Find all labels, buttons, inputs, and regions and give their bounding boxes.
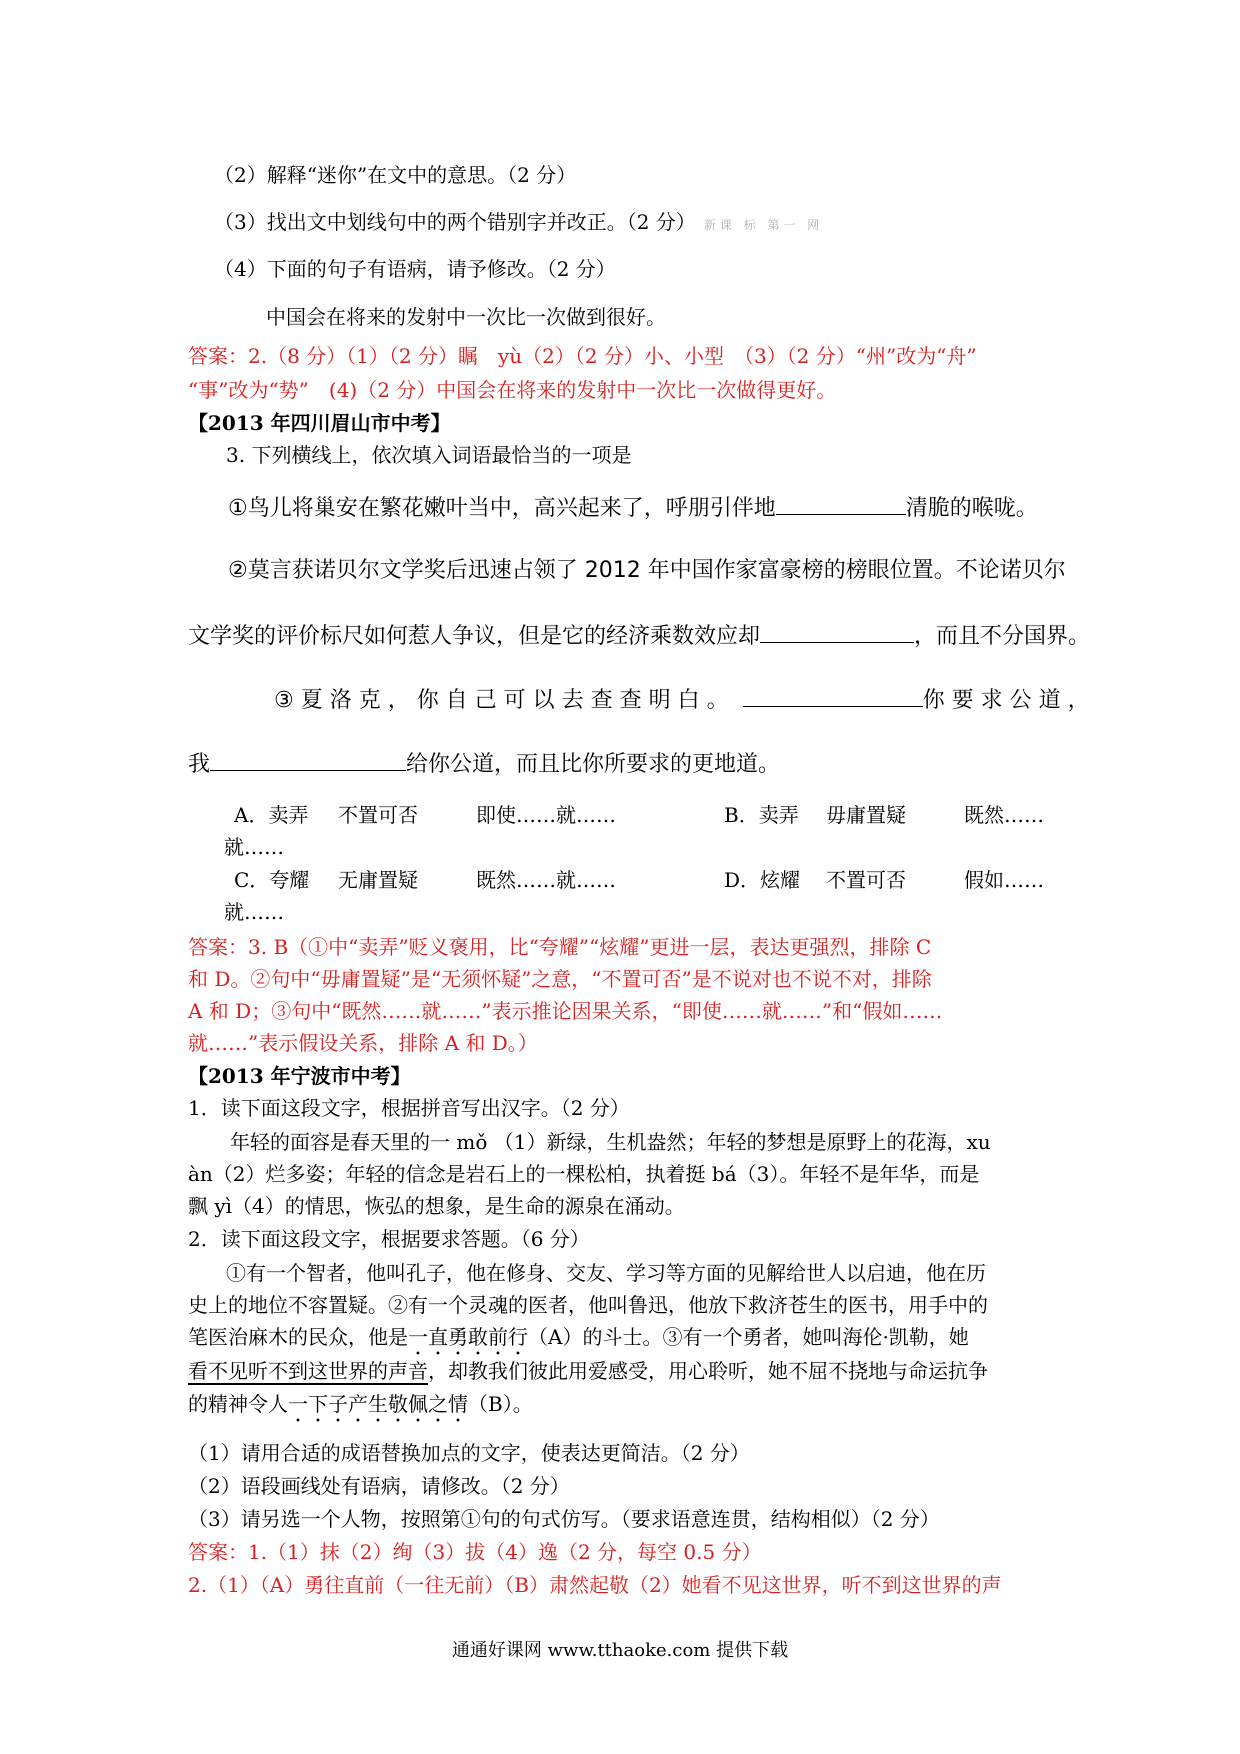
answer-3-line-4: 就……”表示假设关系，排除 A 和 D。） [188,1031,538,1055]
ningbo-paragraph-1-line-3: 飘 yì（4）的情思，恢弘的想象，是生命的源泉在涌动。 [188,1194,685,1218]
answer-3-line-3: A 和 D；③句中“既然……就……”表示推论因果关系，“即使……就……”和“假如…… [188,999,943,1023]
watermark-text: 新课 标 第一 网 [703,218,824,232]
section-heading-meishan: 【2013 年四川眉山市中考】 [188,411,451,435]
dotted-phrase-a: 一直勇敢前行 [408,1325,528,1349]
underlined-sentence: 看不见听不到这世界的声音 [188,1359,428,1383]
ningbo-sub-question-2: （2）语段画线处有语病，请修改。（2 分） [188,1474,570,1498]
ningbo-answer-1: 答案：1.（1）抹（2）绚（3）拔（4）逸（2 分，每空 0.5 分） [188,1540,762,1564]
question-2-sub-3: （3）找出文中划线句中的两个错别字并改正。（2 分） 新课 标 第一 网 [214,210,824,234]
option-b: B．卖弄 毋庸置疑 既然…… [724,803,1044,827]
question-3-sentence-3-line-1: ③ 夏 洛 克 ， 你 自 己 可 以 去 查 查 明 白 。 你 要 求 公 道 ， [274,684,1090,716]
ningbo-paragraph-2-line-2: 史上的地位不容置疑。②有一个灵魂的医者，他叫鲁迅，他放下救济苍生的医书，用手中的 [188,1293,988,1317]
answer-2-line-1: 答案：2.（8 分）（1）（2 分）瞩 yù（2）（2 分）小、小型 （3）（2 分）“州”改为“舟” [188,344,977,368]
ningbo-paragraph-1-line-1: 年轻的面容是春天里的一 mǒ （1）新绿，生机盎然；年轻的梦想是原野上的花海，xu [230,1130,991,1154]
ningbo-sub-question-1: （1）请用合适的成语替换加点的文字，使表达更简洁。（2 分） [188,1441,750,1465]
question-3-sentence-2-line-2: 文学奖的评价标尺如何惹人争议，但是它的经济乘数效应却 ，而且不分国界。 [188,620,1090,652]
section-heading-ningbo: 【2013 年宁波市中考】 [188,1064,411,1088]
option-a: A．卖弄 不置可否 即使……就…… [234,803,616,827]
dotted-phrase-b: 一下子产生敬佩之情 [288,1392,468,1416]
option-d-continuation: 就…… [224,900,284,924]
fill-blank-1 [776,492,906,515]
ningbo-answer-2: 2.（1）（A）勇往直前（一往无前）（B）肃然起敬（2）她看不见这世界，听不到这世界的声 [188,1573,1002,1597]
question-3-sentence-2-line-1: ②莫言获诺贝尔文学奖后迅速占领了 2012 年中国作家富豪榜的榜眼位置。不论诺贝尔 [228,558,1066,583]
ningbo-paragraph-1-line-2: àn（2）烂多姿；年轻的信念是岩石上的一棵松柏，执着挺 bá（3）。年轻不是年华，而是 [188,1162,980,1186]
answer-2-line-2: “事”改为“势” (4)（2 分）中国会在将来的发射中一次比一次做得更好。 [188,378,837,402]
ningbo-paragraph-2-line-4: 看不见听不到这世界的声音，却教我们彼此用爱感受，用心聆听，她不屈不挠地与命运抗争 [188,1359,988,1383]
option-c: C．夸耀 无庸置疑 既然……就…… [234,868,616,892]
question-3-sentence-3-line-2: 我 给你公道，而且比你所要求的更地道。 [188,748,780,780]
ningbo-sub-question-3: （3）请另选一个人物，按照第①句的句式仿写。（要求语意连贯，结构相似）（2 分） [188,1507,940,1531]
question-2-sub-2: （2）解释“迷你”在文中的意思。（2 分） [214,163,577,187]
fill-blank-2 [760,620,914,643]
question-3-sentence-1: ①鸟儿将巢安在繁花嫩叶当中，高兴起来了，呼朋引伴地 清脆的喉咙。 [228,492,1038,524]
question-2-sentence: 中国会在将来的发射中一次比一次做到很好。 [266,305,666,329]
page-footer: 通通好课网 www.tthaoke.com 提供下载 [451,1640,789,1661]
ningbo-question-1: 1．读下面这段文字，根据拼音写出汉字。（2 分） [188,1096,630,1120]
question-2-sub-4: （4）下面的句子有语病，请予修改。（2 分） [214,257,616,281]
ningbo-question-2: 2．读下面这段文字，根据要求答题。（6 分） [188,1227,590,1251]
ningbo-paragraph-2-line-5: 的精神令人一下子产生敬佩之情（B）。 [188,1392,533,1416]
fill-blank-4 [210,748,406,771]
question-3-stem: 3. 下列横线上，依次填入词语最恰当的一项是 [226,443,632,467]
ningbo-paragraph-2-line-1: ①有一个智者，他叫孔子，他在修身、交友、学习等方面的见解给世人以启迪，他在历 [226,1261,986,1285]
answer-3-line-2: 和 D。②句中“毋庸置疑”是“无须怀疑”之意，“不置可否”是不说对也不说不对，排除 [188,967,932,991]
answer-3-line-1: 答案：3. B（①中“卖弄”贬义褒用，比“夸耀”“炫耀”更进一层，表达更强烈，排除 C [188,935,932,959]
option-b-continuation: 就…… [224,835,284,859]
fill-blank-3 [743,684,923,707]
option-d: D．炫耀 不置可否 假如…… [724,868,1044,892]
ningbo-paragraph-2-line-3: 笔医治麻木的民众，他是一直勇敢前行（A）的斗士。③有一个勇者，她叫海伦·凯勒，她 [188,1325,969,1349]
